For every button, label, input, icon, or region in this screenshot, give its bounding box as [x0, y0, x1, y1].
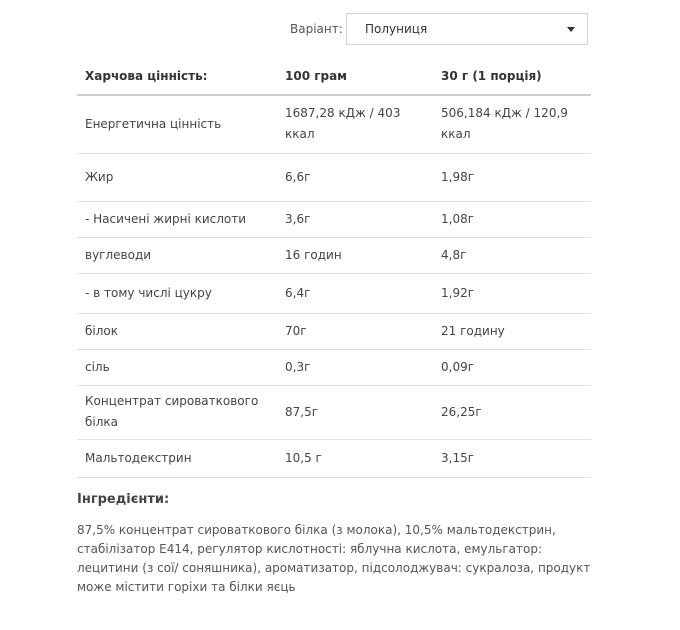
row-per100: 0,3г — [277, 349, 433, 385]
row-per30: 26,25г — [433, 385, 591, 439]
table-header-row — [77, 58, 591, 95]
ingredients-section — [77, 492, 597, 597]
table-row — [77, 439, 591, 477]
row-per100: 70г — [277, 313, 433, 349]
row-name: Концентрат сироваткового білка — [77, 385, 277, 439]
row-name: - Насичені жирні кислоти — [77, 201, 277, 237]
header-serving: 30 г (1 порція) — [433, 58, 591, 95]
header-100g: 100 грам — [277, 58, 433, 95]
row-per100: 6,6г — [277, 153, 433, 201]
row-per30: 21 годину — [433, 313, 591, 349]
variant-label: Варіант: — [290, 22, 343, 36]
row-per30: 0,09г — [433, 349, 591, 385]
row-per30: 4,8г — [433, 237, 591, 273]
row-per30: 1,98г — [433, 153, 591, 201]
row-per30: 1,08г — [433, 201, 591, 237]
ingredients-text: 87,5% концентрат сироваткового білка (з молока), 10,5% мальтодекстрин, стабілізатор Е414, регулятор кислотності: яблучна кислота, емульгатор: лецитини (з сої/ соняшника), ароматизатор, підсолоджувач: сукралоза, продукт може містити горіхи та білки яєць — [77, 523, 591, 594]
row-name: вуглеводи — [77, 237, 277, 273]
table-row — [77, 385, 591, 439]
row-per100: 6,4г — [277, 273, 433, 313]
variant-selected-value: Полуниця — [365, 22, 428, 36]
row-name: Енергетична цінність — [77, 95, 277, 153]
row-per100: 87,5г — [277, 385, 433, 439]
variant-select[interactable] — [346, 13, 588, 45]
row-per100: 1687,28 кДж / 403 ккал — [277, 95, 433, 153]
variant-selector-row — [290, 12, 588, 46]
row-per30: 3,15г — [433, 439, 591, 477]
table-row — [77, 273, 591, 313]
row-name: білок — [77, 313, 277, 349]
chevron-down-icon — [567, 27, 575, 32]
row-per100: 16 годин — [277, 237, 433, 273]
row-per30: 506,184 кДж / 120,9 ккал — [433, 95, 591, 153]
nutrition-table — [77, 58, 591, 478]
row-per100: 10,5 г — [277, 439, 433, 477]
row-per100: 3,6г — [277, 201, 433, 237]
table-row — [77, 153, 591, 201]
header-nutrition: Харчова цінність: — [77, 58, 277, 95]
ingredients-title: Інгредієнти: — [77, 492, 170, 507]
table-row — [77, 349, 591, 385]
row-name: Мальтодекстрин — [77, 439, 277, 477]
row-per30: 1,92г — [433, 273, 591, 313]
row-name: - в тому числі цукру — [77, 273, 277, 313]
row-name: Жир — [77, 153, 277, 201]
table-row — [77, 95, 591, 153]
row-name: сіль — [77, 349, 277, 385]
table-row — [77, 201, 591, 237]
table-row — [77, 237, 591, 273]
table-row — [77, 313, 591, 349]
